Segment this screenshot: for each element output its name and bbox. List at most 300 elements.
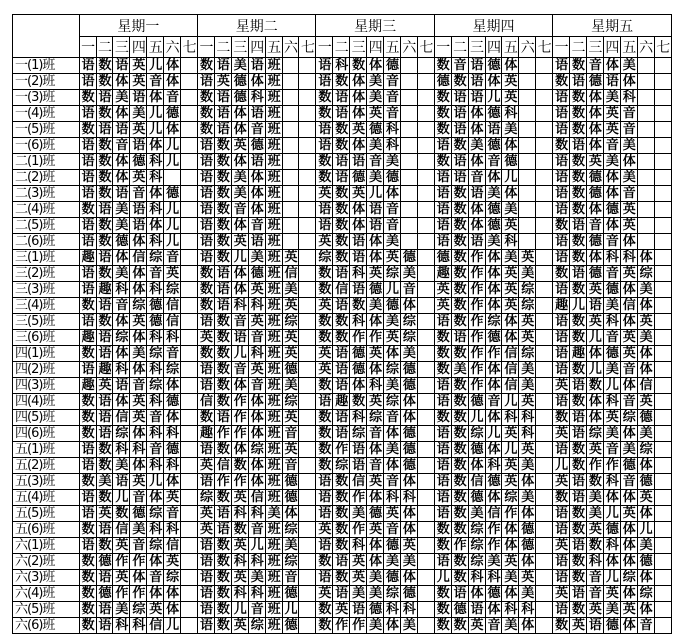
subject-cell: 语 xyxy=(553,282,570,298)
subject-cell: 英 xyxy=(620,346,637,362)
subject-cell: 数 xyxy=(96,538,113,554)
subject-cell: 作 xyxy=(231,394,248,410)
subject-cell: 数 xyxy=(198,346,215,362)
subject-cell: 美 xyxy=(586,506,603,522)
subject-cell: 综 xyxy=(147,506,164,522)
subject-cell: 信 xyxy=(468,474,485,490)
subject-cell: 数 xyxy=(451,234,468,250)
subject-cell: 体 xyxy=(130,330,147,346)
subject-cell: 德 xyxy=(586,74,603,90)
subject-cell: 数 xyxy=(451,474,468,490)
subject-cell: 数 xyxy=(451,250,468,266)
subject-cell xyxy=(519,202,536,218)
subject-cell: 班 xyxy=(265,314,282,330)
subject-cell xyxy=(299,298,316,314)
subject-cell: 英 xyxy=(282,298,299,314)
subject-cell: 德 xyxy=(603,522,620,538)
subject-cell: 体 xyxy=(468,586,485,602)
subject-cell: 音 xyxy=(485,154,502,170)
subject-cell: 美 xyxy=(231,186,248,202)
subject-cell: 儿 xyxy=(231,602,248,618)
subject-cell: 科 xyxy=(147,362,164,378)
subject-cell: 体 xyxy=(350,218,367,234)
subject-cell: 体 xyxy=(231,282,248,298)
subject-cell: 德 xyxy=(468,490,485,506)
subject-cell xyxy=(654,442,671,458)
class-name: 四(5)班 xyxy=(13,410,80,426)
subject-cell: 科 xyxy=(367,378,384,394)
subject-cell: 体 xyxy=(485,250,502,266)
subject-cell xyxy=(400,74,417,90)
class-name: 六(6)班 xyxy=(13,618,80,634)
subject-cell: 美 xyxy=(282,538,299,554)
subject-cell: 数 xyxy=(198,298,215,314)
subject-cell: 体 xyxy=(130,362,147,378)
table-header xyxy=(13,15,672,58)
subject-cell: 语 xyxy=(350,458,367,474)
subject-cell: 科 xyxy=(248,90,265,106)
subject-cell: 体 xyxy=(130,426,147,442)
subject-cell: 数 xyxy=(451,618,468,634)
subject-cell: 英 xyxy=(130,410,147,426)
subject-cell: 语 xyxy=(316,58,333,74)
subject-cell xyxy=(654,282,671,298)
subject-cell xyxy=(299,602,316,618)
subject-cell: 数 xyxy=(214,362,231,378)
subject-cell: 班 xyxy=(265,250,282,266)
subject-cell: 儿 xyxy=(468,410,485,426)
subject-cell xyxy=(654,378,671,394)
timetable xyxy=(12,14,672,634)
class-name: 四(1)班 xyxy=(13,346,80,362)
subject-cell xyxy=(654,58,671,74)
subject-cell: 综 xyxy=(468,554,485,570)
subject-cell: 美 xyxy=(620,442,637,458)
subject-cell: 体 xyxy=(350,90,367,106)
subject-cell: 数 xyxy=(214,234,231,250)
subject-cell: 体 xyxy=(130,282,147,298)
subject-cell xyxy=(654,474,671,490)
subject-cell: 语 xyxy=(586,618,603,634)
subject-cell: 语 xyxy=(570,538,587,554)
subject-cell: 数 xyxy=(553,74,570,90)
subject-cell: 德 xyxy=(434,74,451,90)
subject-cell xyxy=(536,506,553,522)
subject-cell: 德 xyxy=(485,202,502,218)
subject-cell xyxy=(181,234,198,250)
subject-cell xyxy=(654,346,671,362)
subject-cell: 语 xyxy=(350,250,367,266)
subject-cell xyxy=(654,506,671,522)
subject-cell: 英 xyxy=(350,554,367,570)
subject-cell: 语 xyxy=(214,282,231,298)
subject-cell: 体 xyxy=(282,506,299,522)
subject-cell: 美 xyxy=(130,106,147,122)
subject-cell xyxy=(299,410,316,426)
subject-cell: 音 xyxy=(231,314,248,330)
subject-cell: 数 xyxy=(570,458,587,474)
subject-cell: 科 xyxy=(603,474,620,490)
subject-cell: 语 xyxy=(434,218,451,234)
subject-cell: 英 xyxy=(231,234,248,250)
subject-cell xyxy=(536,90,553,106)
subject-cell: 综 xyxy=(400,314,417,330)
subject-cell: 语 xyxy=(434,170,451,186)
subject-cell: 数 xyxy=(570,602,587,618)
subject-cell: 体 xyxy=(502,522,519,538)
subject-cell: 美 xyxy=(502,570,519,586)
period-header-row xyxy=(13,37,672,58)
subject-cell xyxy=(181,298,198,314)
subject-cell: 科 xyxy=(400,602,417,618)
subject-cell: 体 xyxy=(468,154,485,170)
subject-cell: 数 xyxy=(451,138,468,154)
subject-cell xyxy=(654,554,671,570)
subject-cell: 音 xyxy=(164,90,181,106)
subject-cell: 科 xyxy=(519,426,536,442)
subject-cell xyxy=(654,426,671,442)
class-row xyxy=(13,218,672,234)
subject-cell: 语 xyxy=(96,250,113,266)
subject-cell: 数 xyxy=(434,362,451,378)
subject-cell: 信 xyxy=(113,522,130,538)
subject-cell: 儿 xyxy=(113,490,130,506)
subject-cell: 综 xyxy=(282,314,299,330)
class-row xyxy=(13,586,672,602)
subject-cell: 语 xyxy=(434,458,451,474)
period-header: 一 xyxy=(434,37,451,58)
subject-cell: 语 xyxy=(451,90,468,106)
class-name: 五(2)班 xyxy=(13,458,80,474)
subject-cell: 数 xyxy=(198,410,215,426)
subject-cell: 体 xyxy=(248,202,265,218)
class-row xyxy=(13,458,672,474)
subject-cell: 儿 xyxy=(164,154,181,170)
subject-cell: 数 xyxy=(570,314,587,330)
subject-cell: 综 xyxy=(502,490,519,506)
subject-cell: 德 xyxy=(400,362,417,378)
subject-cell: 综 xyxy=(147,378,164,394)
subject-cell: 英 xyxy=(248,314,265,330)
subject-cell: 英 xyxy=(350,570,367,586)
subject-cell xyxy=(637,138,654,154)
subject-cell: 班 xyxy=(265,106,282,122)
subject-cell: 语 xyxy=(434,554,451,570)
subject-cell: 英 xyxy=(113,570,130,586)
subject-cell: 科 xyxy=(248,554,265,570)
subject-cell: 音 xyxy=(282,426,299,442)
subject-cell: 数 xyxy=(79,90,96,106)
subject-cell xyxy=(299,250,316,266)
period-header: 二 xyxy=(96,37,113,58)
subject-cell xyxy=(282,186,299,202)
subject-cell: 语 xyxy=(586,298,603,314)
period-header: 三 xyxy=(231,37,248,58)
subject-cell xyxy=(637,74,654,90)
subject-cell: 数 xyxy=(553,266,570,282)
subject-cell: 英 xyxy=(214,74,231,90)
subject-cell: 语 xyxy=(333,266,350,282)
subject-cell: 音 xyxy=(451,58,468,74)
subject-cell xyxy=(181,314,198,330)
subject-cell xyxy=(654,170,671,186)
subject-cell: 综 xyxy=(468,426,485,442)
subject-cell: 语 xyxy=(198,362,215,378)
subject-cell: 美 xyxy=(367,74,384,90)
subject-cell: 科 xyxy=(333,58,350,74)
subject-cell: 综 xyxy=(519,298,536,314)
subject-cell: 作 xyxy=(468,330,485,346)
subject-cell: 英 xyxy=(502,266,519,282)
class-row xyxy=(13,250,672,266)
subject-cell: 体 xyxy=(468,122,485,138)
subject-cell: 体 xyxy=(367,250,384,266)
subject-cell: 趣 xyxy=(434,266,451,282)
subject-cell: 语 xyxy=(316,538,333,554)
subject-cell: 科 xyxy=(350,410,367,426)
subject-cell: 音 xyxy=(367,154,384,170)
subject-cell: 科 xyxy=(502,410,519,426)
subject-cell: 德 xyxy=(367,122,384,138)
subject-cell: 综 xyxy=(384,394,401,410)
subject-cell: 音 xyxy=(384,74,401,90)
subject-cell: 德 xyxy=(603,282,620,298)
subject-cell: 体 xyxy=(502,186,519,202)
subject-cell: 语 xyxy=(570,426,587,442)
subject-cell: 语 xyxy=(468,186,485,202)
subject-cell xyxy=(299,170,316,186)
subject-cell: 语 xyxy=(553,346,570,362)
subject-cell: 数 xyxy=(214,586,231,602)
subject-cell: 科 xyxy=(231,298,248,314)
subject-cell: 英 xyxy=(586,602,603,618)
subject-cell: 德 xyxy=(586,186,603,202)
subject-cell: 数 xyxy=(198,106,215,122)
subject-cell: 德 xyxy=(603,346,620,362)
subject-cell xyxy=(654,266,671,282)
subject-cell xyxy=(299,186,316,202)
subject-cell xyxy=(536,394,553,410)
subject-cell: 体 xyxy=(620,554,637,570)
subject-cell: 语 xyxy=(198,474,215,490)
subject-cell: 体 xyxy=(400,394,417,410)
subject-cell: 美 xyxy=(367,138,384,154)
subject-cell: 音 xyxy=(586,218,603,234)
subject-cell: 语 xyxy=(434,314,451,330)
subject-cell: 体 xyxy=(130,234,147,250)
subject-cell: 德 xyxy=(350,346,367,362)
subject-cell: 美 xyxy=(603,602,620,618)
class-row xyxy=(13,74,672,90)
subject-cell: 英 xyxy=(637,490,654,506)
subject-cell: 儿 xyxy=(164,618,181,634)
subject-cell: 英 xyxy=(367,266,384,282)
subject-cell: 数 xyxy=(198,122,215,138)
class-row xyxy=(13,378,672,394)
subject-cell: 数 xyxy=(214,314,231,330)
subject-cell xyxy=(400,106,417,122)
subject-cell: 数 xyxy=(96,170,113,186)
subject-cell: 语 xyxy=(198,234,215,250)
subject-cell xyxy=(536,250,553,266)
subject-cell: 语 xyxy=(553,506,570,522)
subject-cell: 数 xyxy=(570,522,587,538)
subject-cell xyxy=(637,218,654,234)
subject-cell xyxy=(536,266,553,282)
subject-cell: 体 xyxy=(485,298,502,314)
subject-cell: 数 xyxy=(79,394,96,410)
subject-cell: 语 xyxy=(316,490,333,506)
class-name: 三(2)班 xyxy=(13,266,80,282)
subject-cell xyxy=(417,490,434,506)
subject-cell: 体 xyxy=(620,586,637,602)
subject-cell xyxy=(181,154,198,170)
subject-cell: 数 xyxy=(434,90,451,106)
subject-cell: 综 xyxy=(282,394,299,410)
subject-cell: 美 xyxy=(620,138,637,154)
subject-cell: 数 xyxy=(79,426,96,442)
subject-cell: 德 xyxy=(231,90,248,106)
table-body xyxy=(13,58,672,634)
subject-cell: 美 xyxy=(620,170,637,186)
subject-cell: 数 xyxy=(79,474,96,490)
subject-cell: 美 xyxy=(113,90,130,106)
subject-cell: 体 xyxy=(350,74,367,90)
subject-cell xyxy=(536,570,553,586)
subject-cell xyxy=(536,298,553,314)
subject-cell xyxy=(654,522,671,538)
subject-cell xyxy=(400,218,417,234)
subject-cell xyxy=(417,522,434,538)
subject-cell: 数 xyxy=(79,202,96,218)
subject-cell: 信 xyxy=(282,266,299,282)
subject-cell: 数 xyxy=(316,378,333,394)
subject-cell: 德 xyxy=(384,58,401,74)
subject-cell: 作 xyxy=(468,378,485,394)
subject-cell xyxy=(299,346,316,362)
subject-cell: 英 xyxy=(367,106,384,122)
subject-cell: 英 xyxy=(586,522,603,538)
subject-cell: 综 xyxy=(485,314,502,330)
subject-cell xyxy=(536,538,553,554)
subject-cell: 数 xyxy=(333,474,350,490)
period-header: 七 xyxy=(536,37,553,58)
subject-cell: 体 xyxy=(231,106,248,122)
subject-cell: 语 xyxy=(198,138,215,154)
subject-cell: 综 xyxy=(637,266,654,282)
subject-cell: 英 xyxy=(316,362,333,378)
subject-cell: 英 xyxy=(502,298,519,314)
subject-cell: 英 xyxy=(620,266,637,282)
subject-cell xyxy=(282,202,299,218)
subject-cell: 作 xyxy=(214,426,231,442)
subject-cell: 数 xyxy=(316,554,333,570)
subject-cell: 科 xyxy=(384,122,401,138)
subject-cell xyxy=(417,394,434,410)
subject-cell xyxy=(417,570,434,586)
subject-cell: 语 xyxy=(79,506,96,522)
subject-cell: 英 xyxy=(316,586,333,602)
subject-cell: 英 xyxy=(603,586,620,602)
subject-cell: 语 xyxy=(434,490,451,506)
subject-cell: 音 xyxy=(248,378,265,394)
subject-cell: 音 xyxy=(620,186,637,202)
subject-cell: 趣 xyxy=(79,378,96,394)
subject-cell: 语 xyxy=(198,314,215,330)
subject-cell: 数 xyxy=(451,282,468,298)
subject-cell xyxy=(654,586,671,602)
subject-cell: 语 xyxy=(96,410,113,426)
class-row xyxy=(13,506,672,522)
subject-cell xyxy=(400,186,417,202)
subject-cell xyxy=(637,234,654,250)
subject-cell: 数 xyxy=(333,218,350,234)
subject-cell: 体 xyxy=(400,410,417,426)
subject-cell: 儿 xyxy=(147,122,164,138)
subject-cell: 语 xyxy=(553,234,570,250)
subject-cell: 科 xyxy=(620,90,637,106)
subject-cell: 体 xyxy=(147,490,164,506)
subject-cell: 语 xyxy=(113,186,130,202)
subject-cell xyxy=(400,90,417,106)
subject-cell: 趣 xyxy=(96,282,113,298)
class-row xyxy=(13,234,672,250)
subject-cell: 体 xyxy=(637,298,654,314)
subject-cell: 综 xyxy=(248,618,265,634)
period-header: 六 xyxy=(519,37,536,58)
subject-cell xyxy=(654,602,671,618)
subject-cell: 德 xyxy=(164,442,181,458)
subject-cell xyxy=(536,58,553,74)
subject-cell: 科 xyxy=(384,602,401,618)
subject-cell: 体 xyxy=(147,138,164,154)
subject-cell: 德 xyxy=(96,554,113,570)
subject-cell: 体 xyxy=(485,362,502,378)
subject-cell: 数 xyxy=(333,522,350,538)
subject-cell xyxy=(181,442,198,458)
subject-cell: 数 xyxy=(553,138,570,154)
subject-cell: 德 xyxy=(130,154,147,170)
period-header: 一 xyxy=(553,37,570,58)
subject-cell: 语 xyxy=(367,202,384,218)
subject-cell xyxy=(417,474,434,490)
subject-cell: 音 xyxy=(620,106,637,122)
subject-cell: 科 xyxy=(248,506,265,522)
subject-cell: 体 xyxy=(603,554,620,570)
subject-cell: 语 xyxy=(198,154,215,170)
subject-cell: 体 xyxy=(620,522,637,538)
subject-cell: 儿 xyxy=(164,218,181,234)
class-row xyxy=(13,554,672,570)
subject-cell xyxy=(654,618,671,634)
subject-cell: 语 xyxy=(79,170,96,186)
subject-cell: 作 xyxy=(485,522,502,538)
subject-cell: 科 xyxy=(113,618,130,634)
subject-cell: 美 xyxy=(400,266,417,282)
subject-cell: 体 xyxy=(400,474,417,490)
class-name: 四(6)班 xyxy=(13,426,80,442)
subject-cell: 德 xyxy=(400,426,417,442)
subject-cell: 语 xyxy=(333,362,350,378)
subject-cell: 语 xyxy=(214,522,231,538)
subject-cell: 英 xyxy=(282,410,299,426)
subject-cell: 语 xyxy=(553,522,570,538)
class-name: 五(1)班 xyxy=(13,442,80,458)
subject-cell xyxy=(181,330,198,346)
subject-cell: 体 xyxy=(367,362,384,378)
subject-cell xyxy=(637,154,654,170)
subject-cell: 体 xyxy=(248,394,265,410)
